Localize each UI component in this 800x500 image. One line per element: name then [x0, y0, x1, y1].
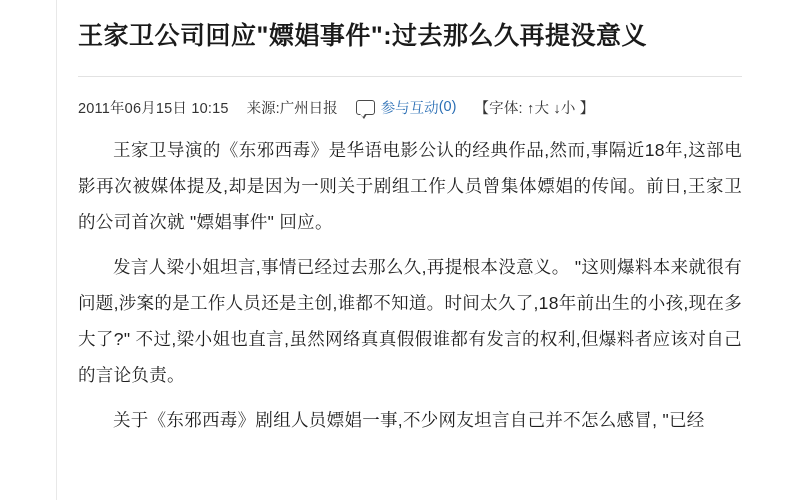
comment-count: (0)	[438, 99, 457, 116]
source-label: 来源:	[246, 100, 280, 117]
participate-link[interactable]: 参与互动	[380, 100, 439, 117]
article-content	[78, 0, 750, 447]
font-decrease-button[interactable]: ↓小	[553, 100, 576, 117]
page-title: 王家卫公司回应"嫖娼事件":过去那么久再提没意义	[78, 22, 648, 50]
publish-datetime: 2011年06月15日 10:15	[78, 100, 229, 117]
font-size-label-end: 】	[579, 100, 595, 117]
article-paragraph: 关于《东邪西毒》剧组人员嫖娼一事,不少网友坦言自己并不怎么感冒, "已经	[113, 409, 705, 430]
font-increase-button[interactable]: ↑大	[527, 100, 550, 117]
article-body	[78, 132, 742, 438]
article-paragraph: 发言人梁小姐坦言,事情已经过去那么久,再提根本没意义。 "这则爆料本来就很有问题,涉案的是工作人员还是主创,谁都不知道。时间太久了,18年前出生的小孩,现在多大了?" 不过,梁小姐也直言,虽然网络真真假假谁都有发言的权利,但爆料者应该对自己的言论负责。	[78, 256, 742, 385]
comment-link-group[interactable]	[356, 97, 457, 118]
font-size-label: 【字体:	[474, 100, 523, 117]
article-paragraph: 王家卫导演的《东邪西毒》是华语电影公认的经典作品,然而,事隔近18年,这部电影再次被媒体提及,却是因为一则关于剧组工作人员曾集体嫖娼的传闻。前日,王家卫的公司首次就 "嫖娼事件" 回应。	[78, 139, 742, 232]
left-margin-rule	[56, 0, 57, 500]
speech-bubble-icon	[356, 100, 375, 115]
article-meta-bar	[78, 77, 750, 132]
source-value: 广州日报	[279, 100, 338, 117]
font-size-control	[474, 97, 594, 118]
